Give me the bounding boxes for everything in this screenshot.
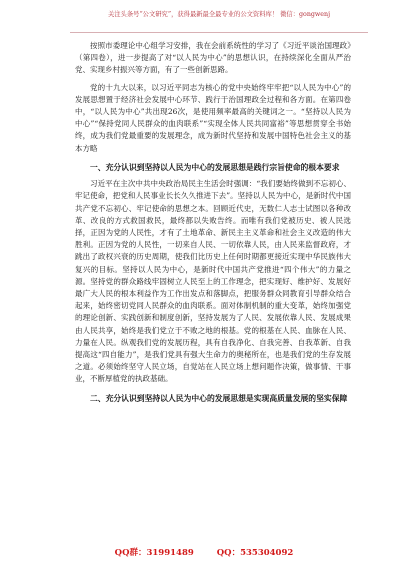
promo-banner [70,10,368,30]
qq-group-number: QQ群：31991489 [114,548,194,558]
contact-footer [0,546,408,558]
section-heading-2: 二、充分认识到坚持以人民为中心的发展思想是实现高质量发展的坚实保障 [90,393,348,403]
promo-banner-text: 关注头条号“公文研究”，获得最新最全最专业的公文资料库！ 微信：gongwenj [107,11,331,18]
section-1-paragraph: 习近平在主次中共中央政治局民主生活会时强调：“我们要始终做到不忘初心、牢记使命，把党和人民事业长长久久推进下去”。坚持以人民为中心，是新时代中国共产党不忘初心、牢记使命的思想之本。回顾近代史，无数仁人志士试图以各种改革、改良的方式救国救民，最终都以失败告终。而唯有我们党被历史、被人民选择，正因为党的人民性，才有了土地革命、新民主主义革命和社会主义改造的伟大胜利。正因为党的人民性，一切来自人民、一切依靠人民，由人民来监督政府，才跳出了政权兴衰的历史周期，使我们比历史上任何时期都更接近实现中华民族伟大复兴的目标。坚持以人民为中心，是新时代中国共产党推进“四个伟大”的力量之源。坚持党的群众路线牢固树立人民至上的工作理念，把实现好、维护好、发展好最广大人民的根本利益作为工作出发点和落脚点，把服务群众同教育引导群众结合起来，始终密切党同人民群众的血肉联系。面对体制机制的重大变革，始终加强党的理论创新、实践创新和制度创新，坚持发展为了人民、发展依靠人民、发展成果由人民共享，始终是我们党立于不败之地的根基。党的根基在人民、血脉在人民、力量在人民。纵观我们党的发展历程，具有自我净化、自我完善、自我革新、自我提高这“四自能力”，是我们党具有强大生命力的奥秘所在，也是我们党的生存发展之道。必须始终坚守人民立场，自觉站在人民立场上想问题作决策，做事情、干事业，不断厚植党的执政基础。 [75,179,351,384]
intro-paragraph: 按照市委理论中心组学习安排，我在会前系统性的学习了《习近平谈治国理政》（第四卷），进一步提高了对“以人民为中心”的思想认识，在持续深化全面从严治党、实现乡村振兴等方面，有了一些创新思路。 [75,41,351,75]
section-heading-1: 一、充分认识到坚持以人民为中心的发展思想是践行宗旨使命的根本要求 [90,162,340,172]
background-paragraph: 党的十九大以来，以习近平同志为核心的党中央始终牢牢把“以人民为中心”的发展思想置于经济社会发展中心环节、践行于治国理政全过程和各方面。在第四卷中，“以人民为中心”共出现26次，是使用频率最高的关键词之一。“坚持以人民为中心”“保持党同人民群众的血肉联系”“实现全体人民共同富裕”等思想贯穿全书始终，成为我们党最重要的发展理念，成为新时代坚持和发展中国特色社会主义的基本方略 [75,82,351,153]
document-body [75,40,351,409]
banner-divider [70,32,368,33]
qq-number: QQ：535304092 [216,548,294,558]
